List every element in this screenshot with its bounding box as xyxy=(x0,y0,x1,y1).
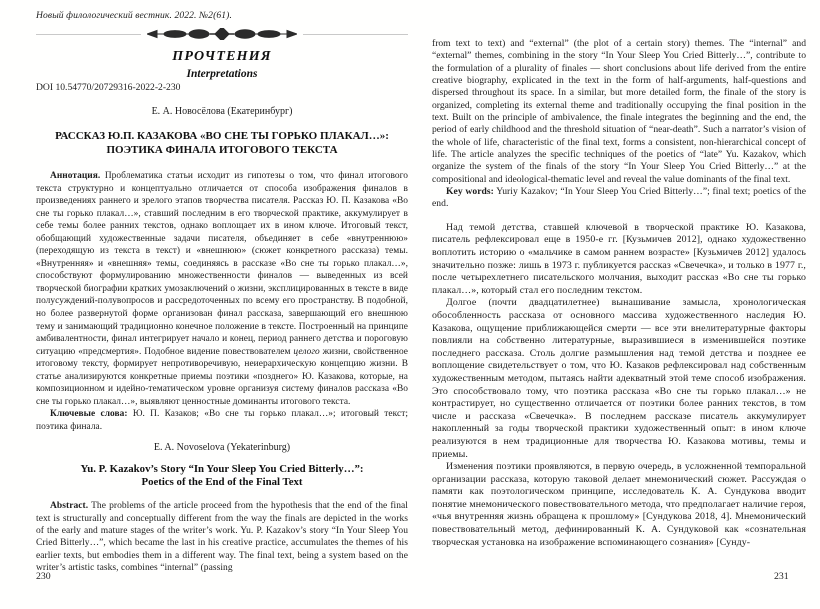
author-en: E. A. Novoselova (Yekaterinburg) xyxy=(153,442,291,454)
section-title-ru: ПРОЧТЕНИЯ xyxy=(172,49,272,64)
fleuron-divider-icon xyxy=(147,28,297,40)
keywords-en xyxy=(432,186,806,211)
divider-rule-right xyxy=(303,34,408,35)
right-page xyxy=(432,38,806,549)
article-title-ru-line1: РАССКАЗ Ю.П. КАЗАКОВА «ВО СНЕ ТЫ ГОРЬКО ПЛАКАЛ…»: xyxy=(55,130,389,142)
article-title-en xyxy=(36,463,408,489)
divider-rule-left xyxy=(36,34,141,35)
ornament-divider xyxy=(36,28,408,40)
journal-running-head: Новый филологический вестник. 2022. №2(61). xyxy=(36,10,232,21)
doi-line: DOI 10.54770/20729316-2022-2-230 xyxy=(36,82,181,93)
abstract-en xyxy=(36,500,408,574)
keywords-ru-text: Ю. П. Казаков; «Во сне ты горько плакал…»; итоговый текст; поэтика финала. xyxy=(36,409,408,432)
page-number-right: 231 xyxy=(774,571,789,582)
article-title-en-line2: Poetics of the End of the Final Text xyxy=(141,476,303,489)
keywords-ru xyxy=(36,408,408,433)
abstract-en-text: The problems of the article proceed from the hypothesis that the end of the final text is structurally and conceptually different from the way the finals are depicted in the works of the early and mature stages of the writer’s work. Yu. P. Kazakov’s story “In Your Sleep You Cried Bitterly…”, which became the last in his creative practice, accumulates the themes of his earlier texts, but embodies them in a different way. The final text, being a system based on the writer’s artistic tasks, combines “internal” (passing xyxy=(36,501,408,573)
abstract-ru-italic-word: целого xyxy=(293,346,320,357)
keywords-en-text: Yuriy Kazakov; “In Your Sleep You Cried Bitterly…”; final text; poetics of the end. xyxy=(432,186,806,210)
page-number-left: 230 xyxy=(36,571,51,582)
keywords-ru-label: Ключевые слова: xyxy=(50,409,128,420)
abstract-ru-text-2: жизни, свойственное итоговому тексту, формирует непротиворечивую, неиерархическую концепцию жизни. В статье анализируются конкретные приемы поэтики «позднего» Ю. Казакова, которые, на композиционном и идейно-тематическом уровне организуя систему финалов рассказа «Во сне ты горько плакал…», выявляют ценностные доминанты итогового текста. xyxy=(36,346,409,407)
body-paragraph-1: Над темой детства, ставшей ключевой в творческой практике Ю. Казакова, писатель рефлексировал еще в 1950-е гг. [Кузьмичев 2012], однако художественно воплотить историю о «мальчике в самом раннем возрасте» [Кузьмичев 2012] удалось значительно позже: лишь в 1973 г. публикуется рассказ «Свечечка», и только в 1977 г., после четырехлетнего писательского молчания, выходит рассказ «Во сне ты горько плакал…», который стал его последним текстом. xyxy=(432,221,806,296)
abstract-ru xyxy=(36,170,408,408)
author-ru: Е. А. Новосёлова (Екатеринбург) xyxy=(151,106,293,117)
left-page xyxy=(36,10,408,574)
abstract-en-label: Abstract. xyxy=(50,501,89,512)
abstract-ru-label: Аннотация. xyxy=(50,171,101,181)
body-paragraph-2: Долгое (почти двадцатилетнее) вынашивание замысла, хронологическая обособленность рассказа от основного массива художественного наследия Ю. Казакова, ощущение приближающейся смерти — все эти внелитературные факторы повлияли на собственно литературные, выразившиеся в изменившейся поэтике последнего рассказа. Столь долгие размышления над темой детства и позднее ее воплощение свидетельствует о том, что Ю. Казаков рефлексировал над собственным художественным методом, пытаясь найти адекватный этой теме способ изображения. Это способствовало тому, что поэтика рассказа «Во сне ты горько плакал…» не контрастирует, но существенно отличается от поэтики более ранних текстов, в том числе и рассказа «Свечечка». В последнем рассказе писатель аккумулирует накопленный за годы творческой практики художественный опыт: в ином ключе реализуются в нем традиционные для творчества Ю. Казакова мотивы, темы и приемы. xyxy=(432,297,806,460)
article-title-en-line1: Yu. P. Kazakov’s Story “In Your Sleep You Cried Bitterly…”: xyxy=(80,463,364,476)
keywords-en-label: Key words: xyxy=(446,186,494,198)
article-title-ru xyxy=(36,130,408,157)
section-title-en: Interpretations xyxy=(186,68,258,80)
body-paragraph-3: Изменения поэтики проявляются, в первую очередь, в усложненной темпоральной организации рассказа, которую таковой делает мнемонический сюжет. Рассуждая о памяти как поэтологическом принципе, исследователь К. А. Сундукова вводит понятие мнемонического повествовательного метода, что предполагает наличие героя, «чья внутренняя жизнь обращена к прошлому» [Сундукова 2018, 4]. Мнемонический повествовательный метод, дефинированный К. А. Сундуковой как «сознательная творческая установка на изображение вспоминающего сознания» [Сунду- xyxy=(432,461,806,548)
article-title-ru-line2: ПОЭТИКА ФИНАЛА ИТОГОВОГО ТЕКСТА xyxy=(106,143,338,156)
abstract-en-continuation: from text to text) and “external” (the plot of a certain story) themes. The “internal” and “external” themes, combining in the story “In Your Sleep You Cried Bitterly…”, contribute to the formulation of a plurality of finales — short conclusions about life derived from the entire creative biography, explicated in the text in the form of half-arguments, half-questions and dispersed throughout its space. In a similar, but more detailed form, the finale of the story is organized, completing its external theme and traditionally occupying the final position in the text. Built on the principle of ambivalence, the finale integrates the beginning and the end, the period of early childhood and the threshold situation of “near-death”. Such a narrator’s vision of the whole of life, characteristic of the final text, forms a consistent, non-hierarchical concept of life. The article analyzes the specific techniques of the poetics of “late” Yu. Kazakov, which organize the system of the finals of the story “In Your Sleep You Cried Bitterly…” at the compositional and ideological-thematic level and reveal the value dominants of the final text. xyxy=(432,38,806,185)
abstract-ru-text-1: Проблематика статьи исходит из гипотезы о том, что финал итогового текста структурно и концептуально отличается от способа изображения финалов в произведениях раннего и зрелого этапов творчества писателя. Рассказ Ю. П. Казакова «Во сне ты горько плакал…», ставший последним в его творческой практике, аккумулирует в себе темы более ранних текстов, однако воплощает их в ином ключе. Итоговый текст, обобщающий художественные задачи писателя, объединяет в себе «внутреннюю» (переходящую из текста в текст) и «внешнюю» (сюжет конкретного рассказа) темы. «Внутренняя» и «внешняя» темы, соединяясь в рассказе «Во сне ты горько плакал…», способствуют формулированию множественности финалов — выведенных из всей творческой биографии кратких умозаключений о жизни, эксплицированных в тексте в виде полусуждений-полувопросов и рассредоточенных по всему его пространству. В подобной, но более развернутой форме организован финал рассказа, завершающий его внешнюю тему и занимающий традиционно конечное положение в тексте. Построенный на принципе амбивалентности, финал интегрирует начало и конец, период раннего детства и пороговую ситуацию «предсмертия». Подобное видение повествователем xyxy=(36,171,408,357)
